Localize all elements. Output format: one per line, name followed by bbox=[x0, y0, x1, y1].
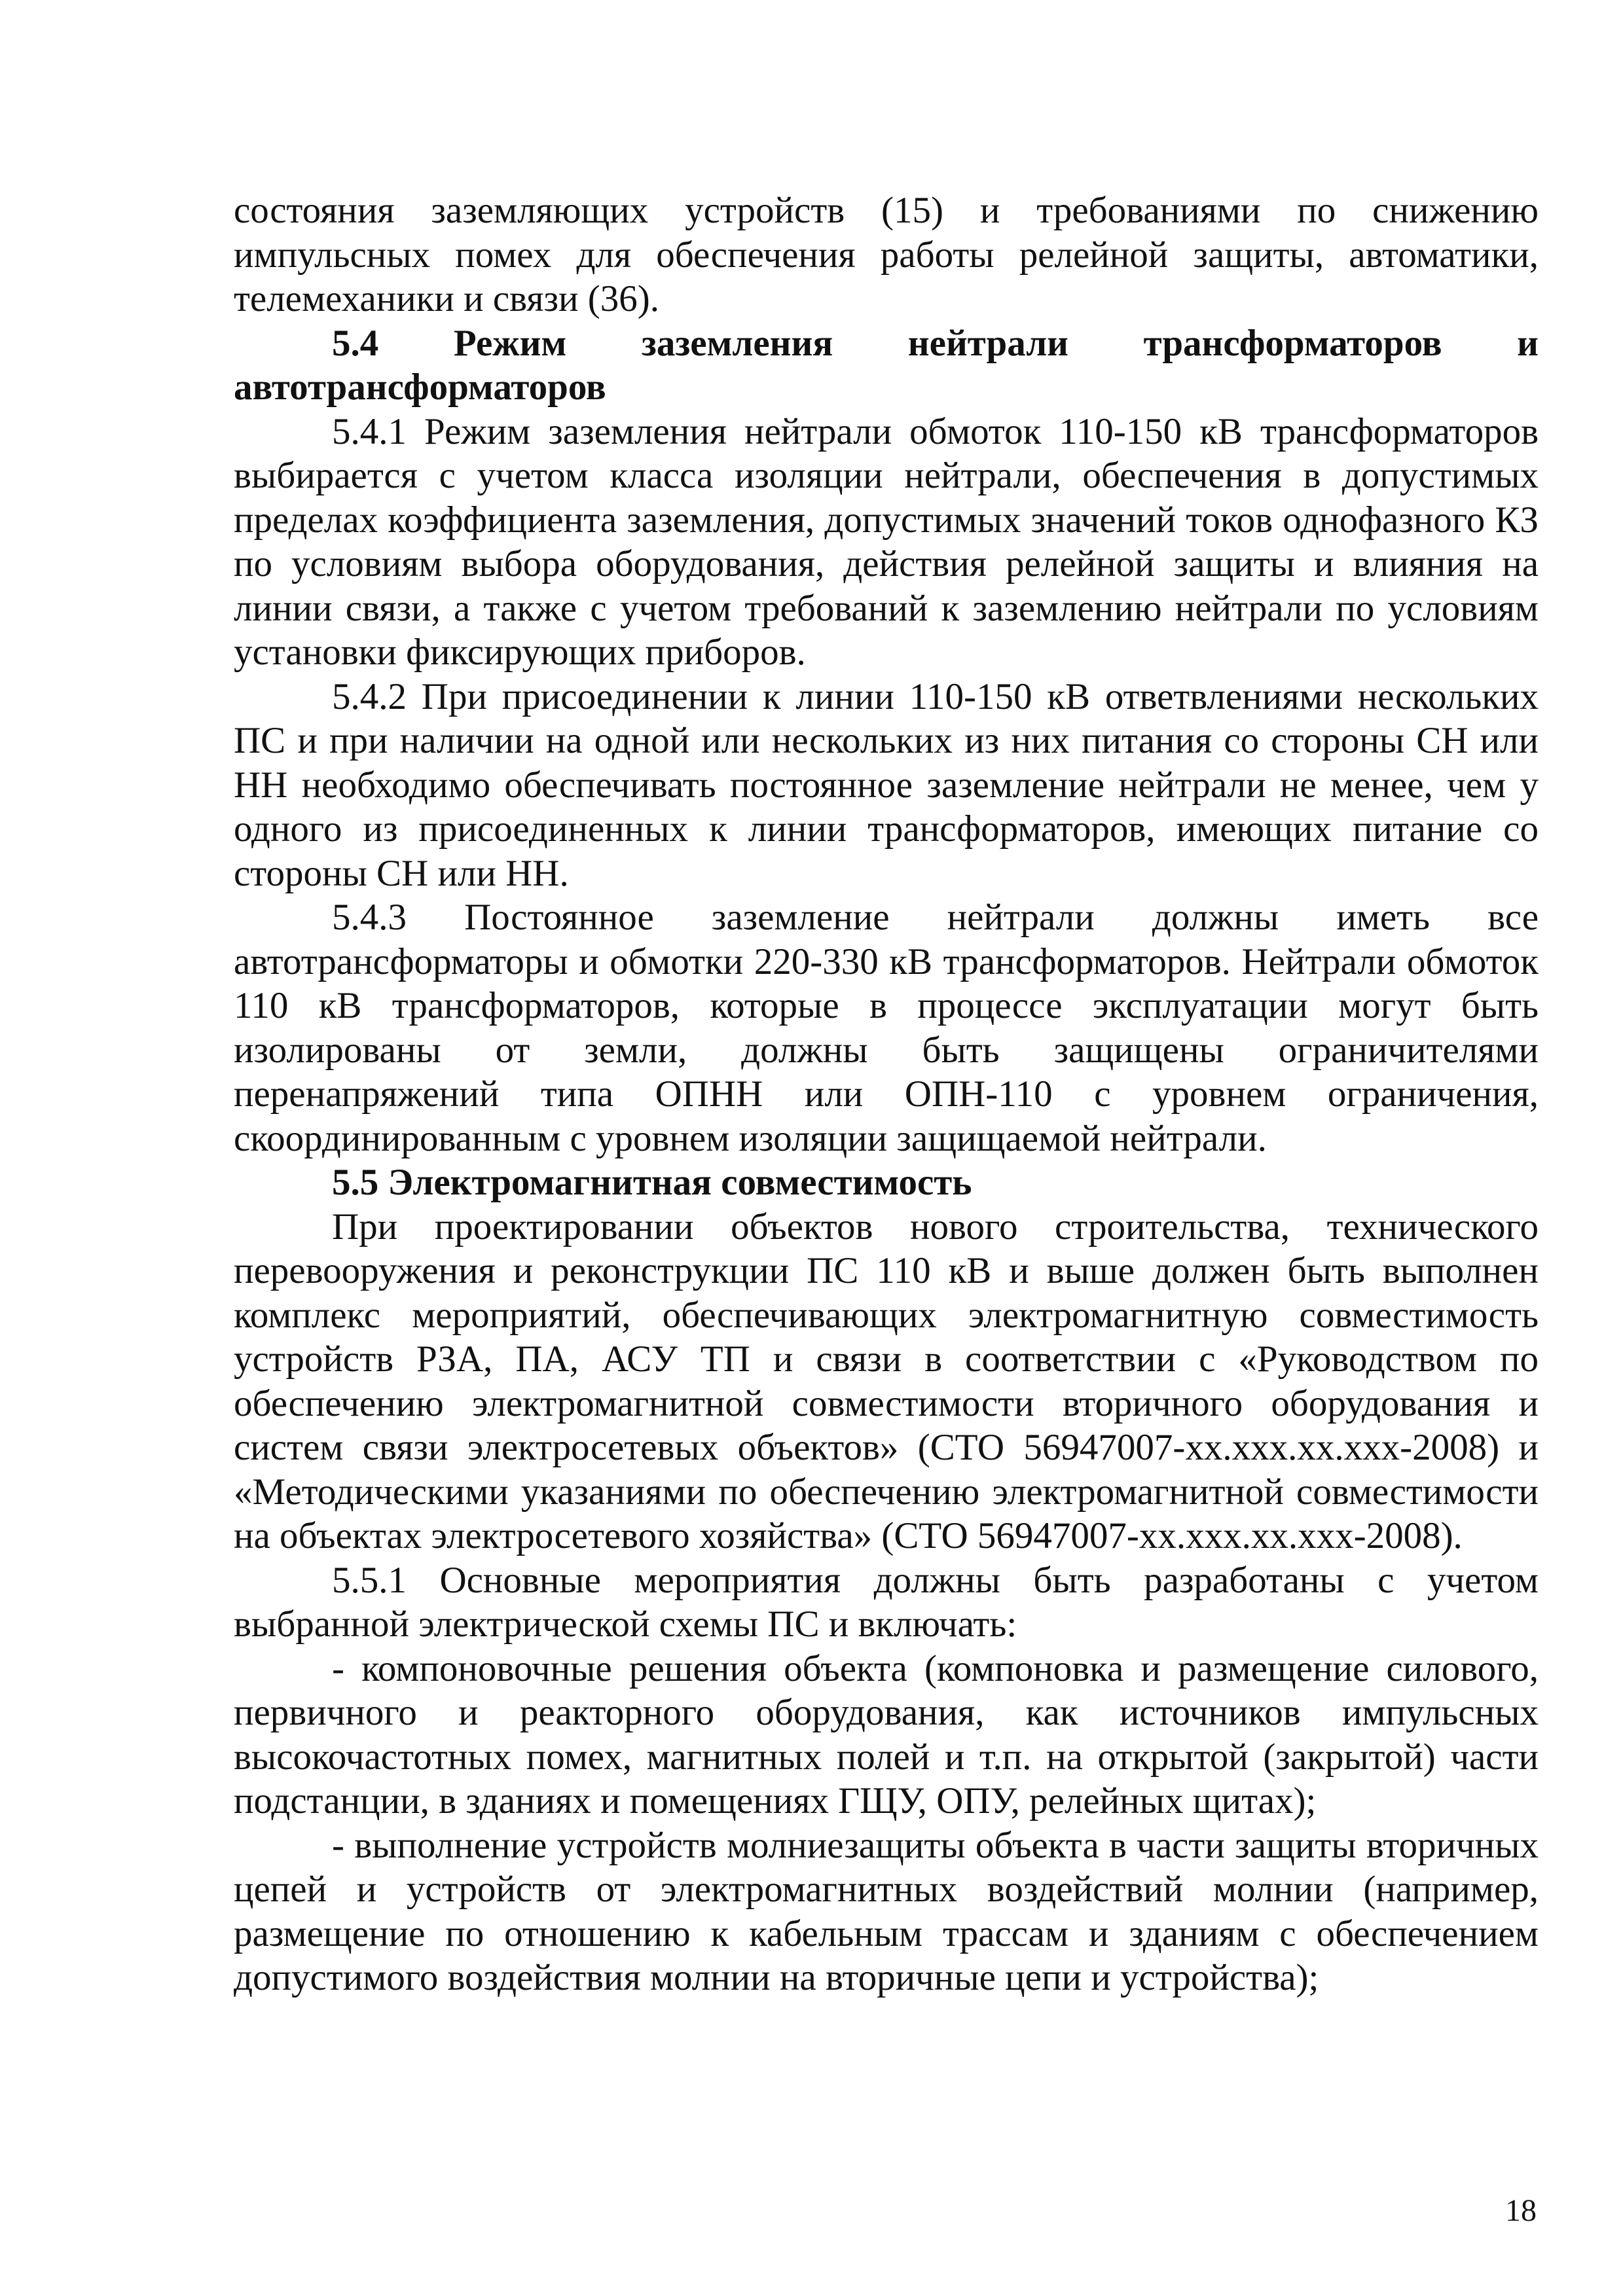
paragraph-5-5-1: 5.5.1 Основные мероприятия должны быть разработаны с учетом выбранной электрической схемы ПС и включать: bbox=[234, 1559, 1539, 1645]
paragraph-emc-intro: При проектировании объектов нового строительства, технического перевооружения и реконструкции ПС 110 кВ и выше должен быть выполнен комплекс мероприятий, обеспечивающих электромагнитную совместимость устройств РЗА, ПА, АСУ ТП и связи в соответствии с «Руководством по обеспечению электромагнитной совместимости вторичного оборудования и систем связи электросетевых объектов» (СТО 56947007-хх.ххх.хх.ххх-2008) и «Методическими указаниями по обеспечению электромагнитной совместимости на объектах электросетевого хозяйства» (СТО 56947007-хх.ххх.хх.ххх-2008). bbox=[234, 1206, 1539, 1556]
paragraph-5-4-3: 5.4.3 Постоянное заземление нейтрали должны иметь все автотрансформаторы и обмотки 220-330 кВ трансформаторов. Нейтрали обмоток 110 кВ трансформаторов, которые в процессе эксплуатации могут быть изолированы от земли, должны быть защищены ограничителями перенапряжений типа ОПНН или ОПН-110 с уровнем ограничения, скоординированным с уровнем изоляции защищаемой нейтрали. bbox=[234, 897, 1539, 1159]
paragraph-5-4-1: 5.4.1 Режим заземления нейтрали обмоток 110-150 кВ трансформаторов выбирается с учетом класса изоляции нейтрали, обеспечения в допустимых пределах коэффициента заземления, допустимых значений токов однофазного КЗ по условиям выбора оборудования, действия релейной защиты и влияния на линии связи, а также с учетом требований к заземлению нейтрали по условиям установки фиксирующих приборов. bbox=[234, 410, 1539, 673]
section-heading-5-5: 5.5 Электромагнитная совместимость bbox=[332, 1162, 972, 1203]
list-item-lightning-protection: - выполнение устройств молниезащиты объекта в части защиты вторичных цепей и устройств от электромагнитных воздействий молнии (например, размещение по отношению к кабельным трассам и зданиям с обеспечением допустимого воздействия молнии на вторичные цепи и устройства); bbox=[234, 1824, 1539, 1998]
document-page bbox=[234, 188, 1539, 2000]
page-number: 18 bbox=[1505, 2193, 1537, 2228]
paragraph-grounding-continuation: состояния заземляющих устройств (15) и требованиями по снижению импульсных помех для обеспечения работы релейной защиты, автоматики, телемеханики и связи (36). bbox=[234, 190, 1539, 319]
list-item-layout-solutions: - компоновочные решения объекта (компоновка и размещение силового, первичного и реакторного оборудования, как источников импульсных высокочастотных помех, магнитных полей и т.п. на открытой (закрытой) части подстанции, в зданиях и помещениях ГЩУ, ОПУ, релейных щитах); bbox=[234, 1647, 1539, 1821]
section-heading-5-4: 5.4 Режим заземления нейтрали трансформаторов и автотрансформаторов bbox=[234, 322, 1539, 408]
paragraph-5-4-2: 5.4.2 При присоединении к линии 110-150 кВ ответвлениями нескольких ПС и при наличии на одной или нескольких из них питания со стороны СН или НН необходимо обеспечивать постоянное заземление нейтрали не менее, чем у одного из присоединенных к линии трансформаторов, имеющих питание со стороны СН или НН. bbox=[234, 675, 1539, 894]
